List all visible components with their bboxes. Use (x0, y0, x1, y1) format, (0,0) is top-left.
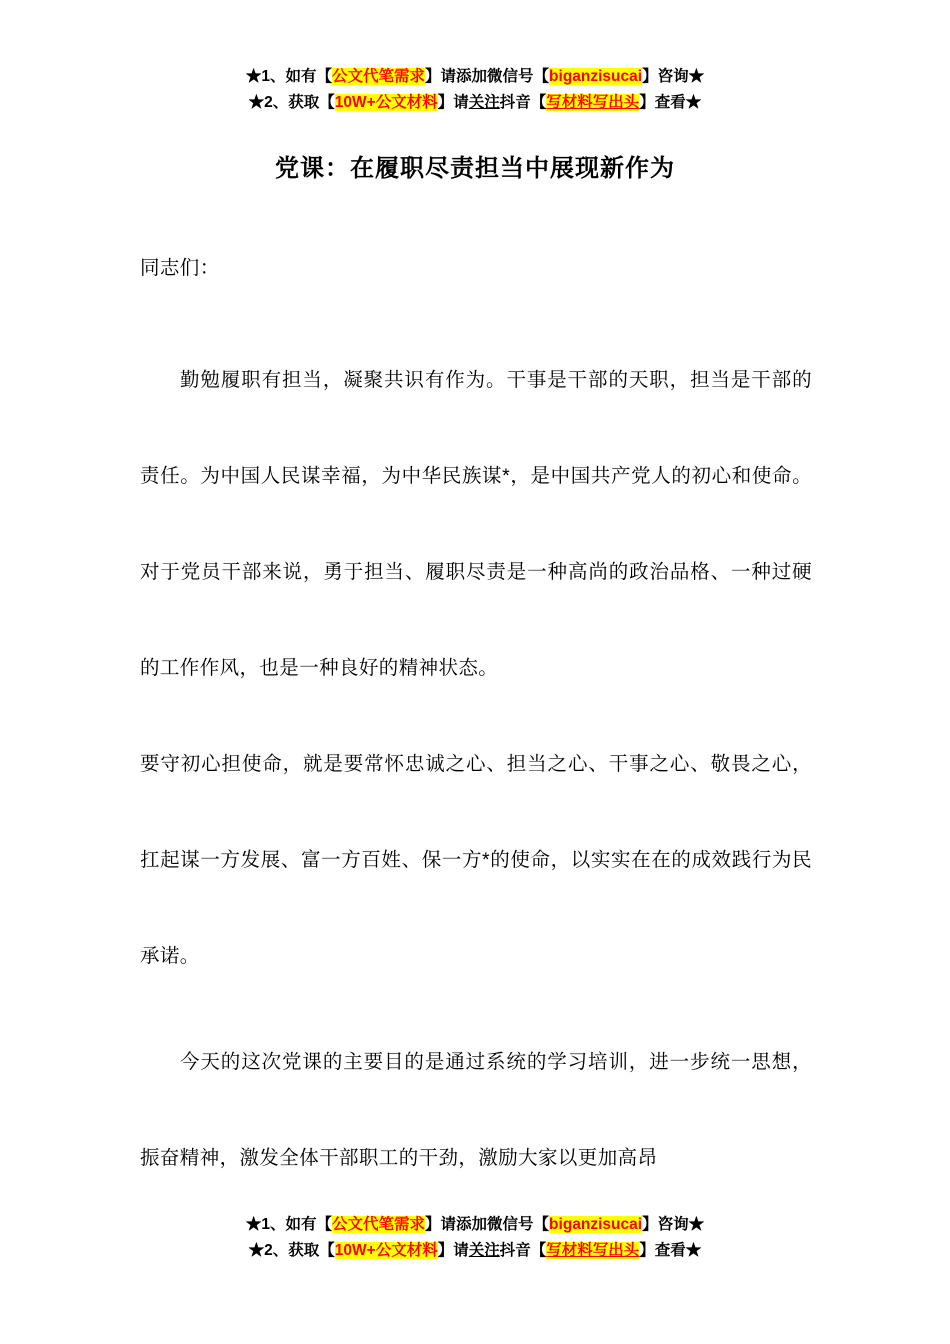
spacer-1 (140, 298, 812, 332)
paragraph-1: 勤勉履职有担当，凝聚共识有作为。干事是干部的天职，担当是干部的责任。为中国人民谋幸福，为中华民族谋*，是中国共产党人的初心和使命。对于党员干部来说，勇于担当、履职尽责是一种高尚的政治品格、一种过硬的工作作风，也是一种良好的精神状态。 (140, 369, 812, 679)
promo-top-line1-prefix: ★1、如有【 (245, 68, 333, 85)
page-title: 党课：在履职尽责担当中展现新作为 (275, 155, 675, 182)
promo-top-line1-highlight-2: biganzisucai (549, 68, 643, 85)
promo-top-line2-underline-1: 关注 (468, 94, 500, 111)
spacer-2 (140, 1004, 812, 1014)
promo-bottom-line1-highlight-2: biganzisucai (549, 1216, 643, 1233)
document-body (140, 238, 812, 1206)
promo-bottom-line2-highlight-1: 10W+公文材料 (334, 1242, 438, 1259)
promo-top-line-2 (0, 90, 950, 116)
promo-bottom-line-1 (0, 1212, 950, 1238)
salutation: 同志们： (140, 257, 220, 279)
promo-top-line2-highlight-1: 10W+公文材料 (334, 94, 438, 111)
promo-top-line1-mid-2: 】咨询★ (642, 68, 705, 85)
promo-bottom-line2-mid-2: 抖音【 (499, 1242, 547, 1259)
promo-top-line2-prefix: ★2、获取【 (248, 94, 335, 111)
paragraph-2: 要守初心担使命，就是要常怀忠诚之心、担当之心、干事之心、敬畏之心，扛起谋一方发展、富一方百姓、保一方*的使命，以实实在在的成效践行为民承诺。 (140, 753, 812, 967)
promo-top-line-1 (0, 64, 950, 90)
promo-bottom-line2-prefix: ★2、获取【 (248, 1242, 335, 1259)
promo-bottom-line2-underline-1: 关注 (468, 1242, 500, 1259)
promo-top-line1-highlight-1: 公文代笔需求 (332, 68, 426, 85)
promo-bottom-line2-highlight-2: 写材料写出头 (546, 1242, 640, 1259)
promo-top-line2-mid-1: 】请 (437, 94, 469, 111)
promo-bottom-line1-highlight-1: 公文代笔需求 (332, 1216, 426, 1233)
promo-top-line2-mid-3: 】查看★ (639, 94, 702, 111)
promo-bottom-line1-prefix: ★1、如有【 (245, 1216, 333, 1233)
promo-top-line1-mid-1: 】请添加微信号【 (425, 68, 550, 85)
promo-bottom-line1-mid-2: 】咨询★ (642, 1216, 705, 1233)
promo-bottom-line2-mid-1: 】请 (437, 1242, 469, 1259)
promo-banner-top (0, 64, 950, 116)
promo-top-line2-highlight-2: 写材料写出头 (546, 94, 640, 111)
paragraph-3: 今天的这次党课的主要目的是通过系统的学习培训，进一步统一思想，振奋精神，激发全体干部职工的干劲，激励大家以更加高昂 (140, 1051, 812, 1169)
promo-banner-bottom (0, 1212, 950, 1264)
promo-bottom-line2-mid-3: 】查看★ (639, 1242, 702, 1259)
promo-bottom-line1-mid-1: 】请添加微信号【 (425, 1216, 550, 1233)
promo-top-line2-mid-2: 抖音【 (499, 94, 547, 111)
promo-bottom-line-2 (0, 1238, 950, 1264)
